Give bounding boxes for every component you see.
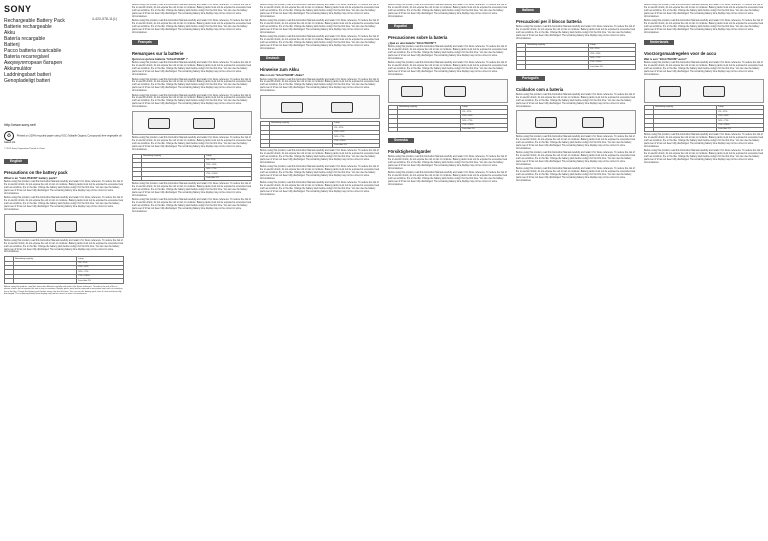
battery-icon xyxy=(331,102,353,113)
remaining-capacity-table: Remaining capacity Lamp 0% - 25% 25% - 50% 50% - 75% 75% - 100% Less than 1% xyxy=(132,154,252,181)
body-text: Before using this product, read this Instruction Manual carefully and retain it for future reference. To reduce the risk of fire or electric shock, do not expose the unit to rain or moisture. Battery packs must not be exposed to excessive heat such as sunshine, fire or the like. Charge the battery pack before using it for the first time. You can use the battery pack even if it has not been fully discharged. The remaining battery time display may not be correct in some circumstances. xyxy=(260,78,379,93)
body-text: Before using this product, read this Instruction Manual carefully and retain it for future reference. To reduce the risk of fire or electric shock, do not expose the unit to rain or moisture. Battery packs must not be exposed to excessive heat such as sunshine, fire or the like. Charge the battery pack before using it for the first time. You can use the battery pack even if it has not been fully discharged. The remaining battery time display may not be correct in some circumstances. xyxy=(132,62,251,77)
body-text: Before using this product, read this Instruction Manual carefully and retain it for future reference. To reduce the risk of fire or electric shock, do not expose the unit to rain or moisture. Battery packs must not be exposed to excessive heat such as sunshine, fire or the like. Charge the battery pack before using it for the first time. You can use the battery pack even if it has not been fully discharged. The remaining battery time display may not be correct in some circumstances. xyxy=(260,182,379,197)
part-number: 4-420-578-11(1) xyxy=(92,17,118,21)
body-text: Before using this product, read this Instruction Manual carefully and retain it for future reference. To reduce the risk of fire or electric shock, do not expose the unit to rain or moisture. Battery packs must not be exposed to excessive heat such as sunshine, fire or the like. Charge the battery pack before using it for the first time. You can use the battery pack even if it has not been fully discharged. The remaining battery time display may not be correct in some circumstances. xyxy=(4,197,123,211)
body-text: Before using this product, read this Instruction Manual carefully and retain it for future reference. To reduce the risk of fire or electric shock, do not expose the unit to rain or moisture. Battery packs must not be exposed to excessive heat such as sunshine, fire or the like. Charge the battery pack before using it for the first time. You can use the battery pack even if it has not been fully discharged. The remaining battery time display may not be correct in some circumstances. xyxy=(388,172,507,186)
body-text: Before using this product, read this Instruction Manual carefully and retain it for future reference. To reduce the risk of fire or electric shock, do not expose the unit to rain or moisture. Battery packs must not be exposed to excessive heat such as sunshine, fire or the like. Charge the battery pack before using it for the first time. You can use the battery pack even if it has not been fully discharged. The remaining battery time display may not be correct in some circumstances. xyxy=(516,152,635,167)
remaining-capacity-table: Remaining capacity Lamp 0% - 25% 25% - 50% 50% - 75% 75% - 100% Less than 1% xyxy=(644,105,764,132)
body-text: Before using this product, read this Instruction Manual carefully and retain it for future reference. To reduce the risk of fire or electric shock, do not expose the unit to rain or moisture. Battery packs must not be exposed to excessive heat such as sunshine, fire or the like. Charge the battery pack before using it for the first time. You can use the battery pack even if it has not been fully discharged. The remaining battery time display may not be correct in some circumstances. xyxy=(644,20,763,34)
section-subheading: Qu'est-ce qu'une batterie "InfoLITHIUM" ? xyxy=(132,57,188,62)
body-text: Before using this product, read this Instruction Manual carefully and retain it for future reference. To reduce the risk of fire or electric shock, do not expose the unit to rain or moisture. Battery packs must not be exposed to excessive heat such as sunshine, fire or the like. Charge the battery pack before using it for the first time. You can use the battery pack even if it has not been fully discharged. The remaining battery time display may not be correct in some circumstances. xyxy=(132,78,251,93)
section-heading: Cuidados com a bateria xyxy=(516,86,564,92)
battery-figure xyxy=(644,79,764,103)
lang-tab-english: English xyxy=(4,159,28,164)
battery-icon xyxy=(148,118,170,129)
recycle-notice: ♻ Printed on 100% recycled paper using VOC (Volatile Organic Compound)-free vegetable oil based ink. xyxy=(4,132,122,144)
section-subheading: Was ist ein "InfoLITHIUM"-Akku? xyxy=(260,73,304,78)
section-heading: Försiktighetsåtgärder xyxy=(388,149,432,155)
section-heading: Remarques sur la batterie xyxy=(132,51,184,57)
section-heading: Precautions on the battery pack xyxy=(4,169,68,175)
column-6 xyxy=(644,4,764,538)
body-text: Before using this product, read this Instruction Manual carefully and retain it for future reference. To reduce the risk of fire or electric shock, do not expose the unit to rain or moisture. Battery packs must not be exposed to excessive heat such as sunshine, fire or the like. Charge the battery pack before using it for the first time. You can use the battery pack even if it has not been fully discharged. The remaining battery time display may not be correct in some circumstances. xyxy=(388,156,507,170)
column-3 xyxy=(260,4,380,538)
body-text: Before using this product, read this Instruction Manual carefully and retain it for future reference. To reduce the risk of fire or electric shock, do not expose the unit to rain or moisture. Battery packs must not be exposed to excessive heat such as sunshine, fire or the like. Charge the battery pack before using it for the first time. You can use the battery pack even if it has not been fully discharged. The remaining battery time display may not be correct in some circumstances. xyxy=(260,36,379,50)
battery-icon xyxy=(582,117,604,128)
body-text: Before using this product, read this Instruction Manual carefully and retain it for future reference. To reduce the risk of fire or electric shock, do not expose the unit to rain or moisture. Battery packs must not be exposed to excessive heat such as sunshine, fire or the like. Charge the battery pack before using it for the first time. You can use the battery pack even if it has not been fully discharged. The remaining battery time display may not be correct in some circumstances. xyxy=(260,166,379,181)
body-text: Before using this product, read this Instruction Manual carefully and retain it for future reference. To reduce the risk of fire or electric shock, do not expose the unit to rain or moisture. Battery packs must not be exposed to excessive heat such as sunshine, fire or the like. Charge the battery pack before using it for the first time. You can use the battery pack even if it has not been fully discharged. The remaining battery time display may not be correct in some circumstances. xyxy=(132,198,251,213)
battery-figure xyxy=(132,111,252,135)
column-1 xyxy=(4,4,124,538)
body-text: Before using this product, read this Instruction Manual carefully and retain it for future reference. To reduce the risk of fire or electric shock, do not expose the unit to rain or moisture. Battery packs must not be exposed to excessive heat such as sunshine, fire or the like. Charge the battery pack before using it for the first time. You can use the battery pack even if it has not been fully discharged. The remaining battery time display may not be correct in some circumstances. xyxy=(132,182,251,197)
column-4 xyxy=(388,4,508,538)
recycle-icon: ♻ xyxy=(4,131,14,141)
body-text: Before using this product, read this Instruction Manual carefully and retain it for future reference. To reduce the risk of fire or electric shock, do not expose the unit to rain or moisture. Battery packs must not be exposed to excessive heat such as sunshine, fire or the like. Charge the battery pack before using it for the first time. You can use the battery pack even if it has not been fully discharged. The remaining battery time display may not be correct in some circumstances. xyxy=(132,20,251,34)
body-text: Before using this product, read this Instruction Manual carefully and retain it for future reference. To reduce the risk of fire or electric shock, do not expose the unit to rain or moisture. Battery packs must not be exposed to excessive heat such as sunshine, fire or the like. Charge the battery pack before using it for the first time. You can use the battery pack even if it has not been fully discharged. The remaining battery time display may not be correct in some circumstances. xyxy=(260,20,379,34)
battery-figure xyxy=(516,110,636,134)
brand-logo: SONY xyxy=(4,4,32,14)
battery-icon xyxy=(444,86,466,97)
body-text: Before using this product, read this Instruction Manual carefully and retain it for future reference. To reduce the risk of fire or electric shock, do not expose the unit to rain or moisture. Battery packs must not be exposed to excessive heat such as sunshine, fire or the like. Charge the battery pack before using it for the first time. You can use the battery pack even if it has not been fully discharged. The remaining battery time display may not be correct in some circumstances. xyxy=(644,4,763,18)
column-5 xyxy=(516,4,636,538)
body-text: Before using this product, read this Instruction Manual carefully and retain it for future reference. To reduce the risk of fire or electric shock, do not expose the unit to rain or moisture. Battery packs must not be exposed to excessive heat such as sunshine, fire or the like. Charge the battery pack before using it for the first time. You can use the battery pack even if it has not been fully discharged. The remaining battery time display may not be correct in some circumstances. xyxy=(260,150,379,164)
section-heading: Precauzioni per il blocco batteria xyxy=(516,19,582,24)
body-text: Before using this product, read this Instruction Manual carefully and retain it for future reference. To reduce the risk of fire or electric shock, do not expose the unit to rain or moisture. Battery packs must not be exposed to excessive heat such as sunshine, fire or the like. Charge the battery pack before using it for the first time. You can use the battery pack even if it has not been fully discharged. The remaining battery time display may not be correct in some circumstances. xyxy=(516,26,635,40)
battery-icon xyxy=(659,86,681,97)
body-text: Before using this product, read this Instruction Manual carefully and retain it for future reference. To reduce the risk of fire or electric shock, do not expose the unit to rain or moisture. Battery packs must not be exposed to excessive heat such as sunshine, fire or the like. Charge the battery pack before using it for the first time. You can use the battery pack even if it has not been fully discharged. The remaining battery time display may not be correct in some circumstances. xyxy=(516,93,635,108)
battery-icon xyxy=(401,86,423,97)
body-text: Before using this product, read this Instruction Manual carefully and retain it for future reference. To reduce the risk of fire or electric shock, do not expose the unit to rain or moisture. Battery packs must not be exposed to excessive heat such as sunshine, fire or the like. Charge the battery pack before using it for the first time. You can use the battery pack even if it has not been fully discharged. The remaining battery time display may not be correct in some circumstances. xyxy=(644,150,763,164)
column-2 xyxy=(132,4,252,538)
battery-icon xyxy=(535,117,557,128)
body-text: Before using this product, read this Instruction Manual carefully and retain it for future reference. To reduce the risk of fire or electric shock, do not expose the unit to rain or moisture. Battery packs must not be exposed to excessive heat such as sunshine, fire or the like. Charge the battery pack before using it for the first time. You can use the battery pack even if it has not been fully discharged. The remaining battery time display may not be correct in some circumstances. xyxy=(132,137,251,151)
section-subheading: Wat is een "InfoLITHIUM"-accu? xyxy=(644,57,687,62)
body-text: Before using this product, read this Instruction Manual carefully and retain it for future reference. To reduce the risk of fire or electric shock, do not expose the unit to rain or moisture. Battery packs must not be exposed to excessive heat such as sunshine, fire or the like. Charge the battery pack before using it for the first time. You can use the battery pack even if it has not been fully discharged. The remaining battery time display may not be correct in some circumstances. xyxy=(516,168,635,183)
section-heading: Precauciones sobre la batería xyxy=(388,35,448,41)
section-heading: Hinweise zum Akku xyxy=(260,67,299,73)
body-text: Before using this product, read this Instruction Manual carefully and retain it for future reference. To reduce the risk of fire or electric shock, do not expose the unit to rain or moisture. Battery packs must not be exposed to excessive heat such as sunshine, fire or the like. Charge the battery pack before using it for the first time. You can use the battery pack even if it has not been fully discharged. The remaining battery time display may not be correct in some circumstances. xyxy=(260,4,379,18)
battery-figure xyxy=(388,79,508,103)
body-text: Before using this product, read this Instruction Manual carefully and retain it for future reference. To reduce the risk of fire or electric shock, do not expose the unit to rain or moisture. Battery packs must not be exposed to excessive heat such as sunshine, fire or the like. Charge the battery pack before using it for the first time. You can use the battery pack even if it has not been fully discharged. The remaining battery time display may not be correct in some circumstances. xyxy=(644,62,763,77)
lang-tab-dutch: Nederlands xyxy=(644,40,674,45)
battery-icon xyxy=(55,221,77,232)
lang-tab-portuguese: Português xyxy=(516,76,545,81)
battery-icon xyxy=(281,102,303,113)
product-titles: Rechargeable Battery Pack Batterie rechargeable Akku Batería recargable Batterij Pacco batteria ricaricabile Bateria recarregável Аккумуляторная батарея Akkumulátor Laddningsbart batteri Genopladeligt batteri xyxy=(4,18,65,84)
battery-icon xyxy=(15,221,37,232)
lang-tab-swedish: Svenska xyxy=(388,138,414,143)
lang-tab-italian: Italiano xyxy=(516,8,540,13)
lang-tab-french: Français xyxy=(132,40,158,45)
body-text: Before using this product, read this Instruction Manual carefully and retain it for future reference. To reduce the risk of fire or electric shock, do not expose the unit to rain or moisture. Battery packs must not be exposed to excessive heat such as sunshine, fire or the like. Charge the battery pack before using it for the first time. You can use the battery pack even if it has not been fully discharged. The remaining battery time display may not be correct in some circumstances. xyxy=(4,181,123,195)
body-text: Before using this product, read this Instruction Manual carefully and retain it for future reference. To reduce the risk of fire or electric shock, do not expose the unit to rain or moisture. Battery packs must not be exposed to excessive heat such as sunshine, fire or the like. Charge the battery pack before using it for the first time. You can use the battery pack even if it has not been fully discharged. The remaining battery time display may not be correct in some circumstances. xyxy=(388,4,507,18)
lang-tab-spanish: Español xyxy=(388,24,413,29)
battery-figure xyxy=(260,95,380,119)
body-text: Before using this product, read this Instruction Manual carefully and retain it for future reference. To reduce the risk of fire or electric shock, do not expose the unit to rain or moisture. Battery packs must not be exposed to excessive heat such as sunshine, fire or the like. Charge the battery pack before using it for the first time. You can use the battery pack even if it has not been fully discharged. The remaining battery time display may not be correct in some circumstances. xyxy=(644,134,763,148)
remaining-capacity-table: Remaining capacity Lamp 0% - 25% 25% - 50% 50% - 75% 75% - 100% Less than 1% xyxy=(388,105,508,132)
body-text: Before using this product, read this Instruction Manual carefully and retain it for future reference. To reduce the risk of fire or electric shock, do not expose the unit to rain or moisture. Battery packs must not be exposed to excessive heat such as sunshine, fire or the like. Charge the battery pack before using it for the first time. You can use the battery pack even if it has not been fully discharged. The remaining battery time display may not be correct in some circumstances. xyxy=(516,136,635,151)
battery-icon xyxy=(703,86,725,97)
remaining-capacity-table: Remaining capacity Lamp 0% - 25% 25% - 50% 50% - 75% 75% - 100% Less than 1% xyxy=(4,256,124,283)
remaining-capacity-table: Remaining capacity Lamp 0% - 25% 25% - 50% 50% - 75% 75% - 100% Less than 1% xyxy=(516,43,636,70)
body-text: Before using this product, read this Instruction Manual carefully and retain it for future reference. To reduce the risk of fire or electric shock, do not expose the unit to rain or moisture. Battery packs must not be exposed to excessive heat such as sunshine, fire or the like. Charge the battery pack before using it for the first time. You can use the battery pack even if it has not been fully discharged. The remaining battery time display may not be correct in some circumstances. xyxy=(132,4,251,18)
section-heading: Voorzorgsmaatregelen voor de accu xyxy=(644,51,717,57)
copyright: © 2012 Sony Corporation Printed in China xyxy=(4,148,45,151)
sony-url: http://www.sony.net/ xyxy=(4,123,36,127)
lang-tab-german: Deutsch xyxy=(260,56,285,61)
body-text: Before using this product, read this Instruction Manual carefully and retain it for future reference. To reduce the risk of fire or electric shock, do not expose the unit to rain or moisture. Battery packs must not be exposed to excessive heat such as sunshine, fire or the like. Charge the battery pack before using it for the first time. You can use the battery pack even if it has not been fully discharged. The remaining battery time display may not be correct in some circumstances. xyxy=(132,94,251,109)
body-text: Before using this product, read this Instruction Manual carefully and retain it for future reference. To reduce the risk of fire or electric shock, do not expose the unit to rain or moisture. Battery packs must not be exposed to excessive heat such as sunshine, fire or the like. Charge the battery pack before using it for the first time. You can use the battery pack even if it has not been fully discharged. The remaining battery time display may not be correct in some circumstances. xyxy=(388,46,507,61)
battery-icon xyxy=(193,118,215,129)
body-text: Before using this product, read this Instruction Manual carefully and retain it for future reference. To reduce the risk of fire or electric shock, do not expose the unit to rain or moisture. Battery packs must not be exposed to excessive heat such as sunshine, fire or the like. Charge the battery pack before using it for the first time. You can use the battery pack even if it has not been fully discharged. The remaining battery time display may not be correct in some circumstances. xyxy=(4,285,123,296)
remaining-capacity-table: Remaining capacity Lamp 0% - 25% 25% - 50% 50% - 75% 75% - 100% Less than 1% xyxy=(260,121,380,148)
section-subheading: ¿Qué es una batería "InfoLITHIUM"? xyxy=(388,41,437,46)
section-subheading: What is an "InfoLITHIUM" battery pack? xyxy=(4,175,57,180)
body-text: Before using this product, read this Instruction Manual carefully and retain it for future reference. To reduce the risk of fire or electric shock, do not expose the unit to rain or moisture. Battery packs must not be exposed to excessive heat such as sunshine, fire or the like. Charge the battery pack before using it for the first time. You can use the battery pack even if it has not been fully discharged. The remaining battery time display may not be correct in some circumstances. xyxy=(4,239,123,254)
body-text: Before using this product, read this Instruction Manual carefully and retain it for future reference. To reduce the risk of fire or electric shock, do not expose the unit to rain or moisture. Battery packs must not be exposed to excessive heat such as sunshine, fire or the like. Charge the battery pack before using it for the first time. You can use the battery pack even if it has not been fully discharged. The remaining battery time display may not be correct in some circumstances. xyxy=(388,62,507,77)
battery-figure xyxy=(4,214,124,238)
